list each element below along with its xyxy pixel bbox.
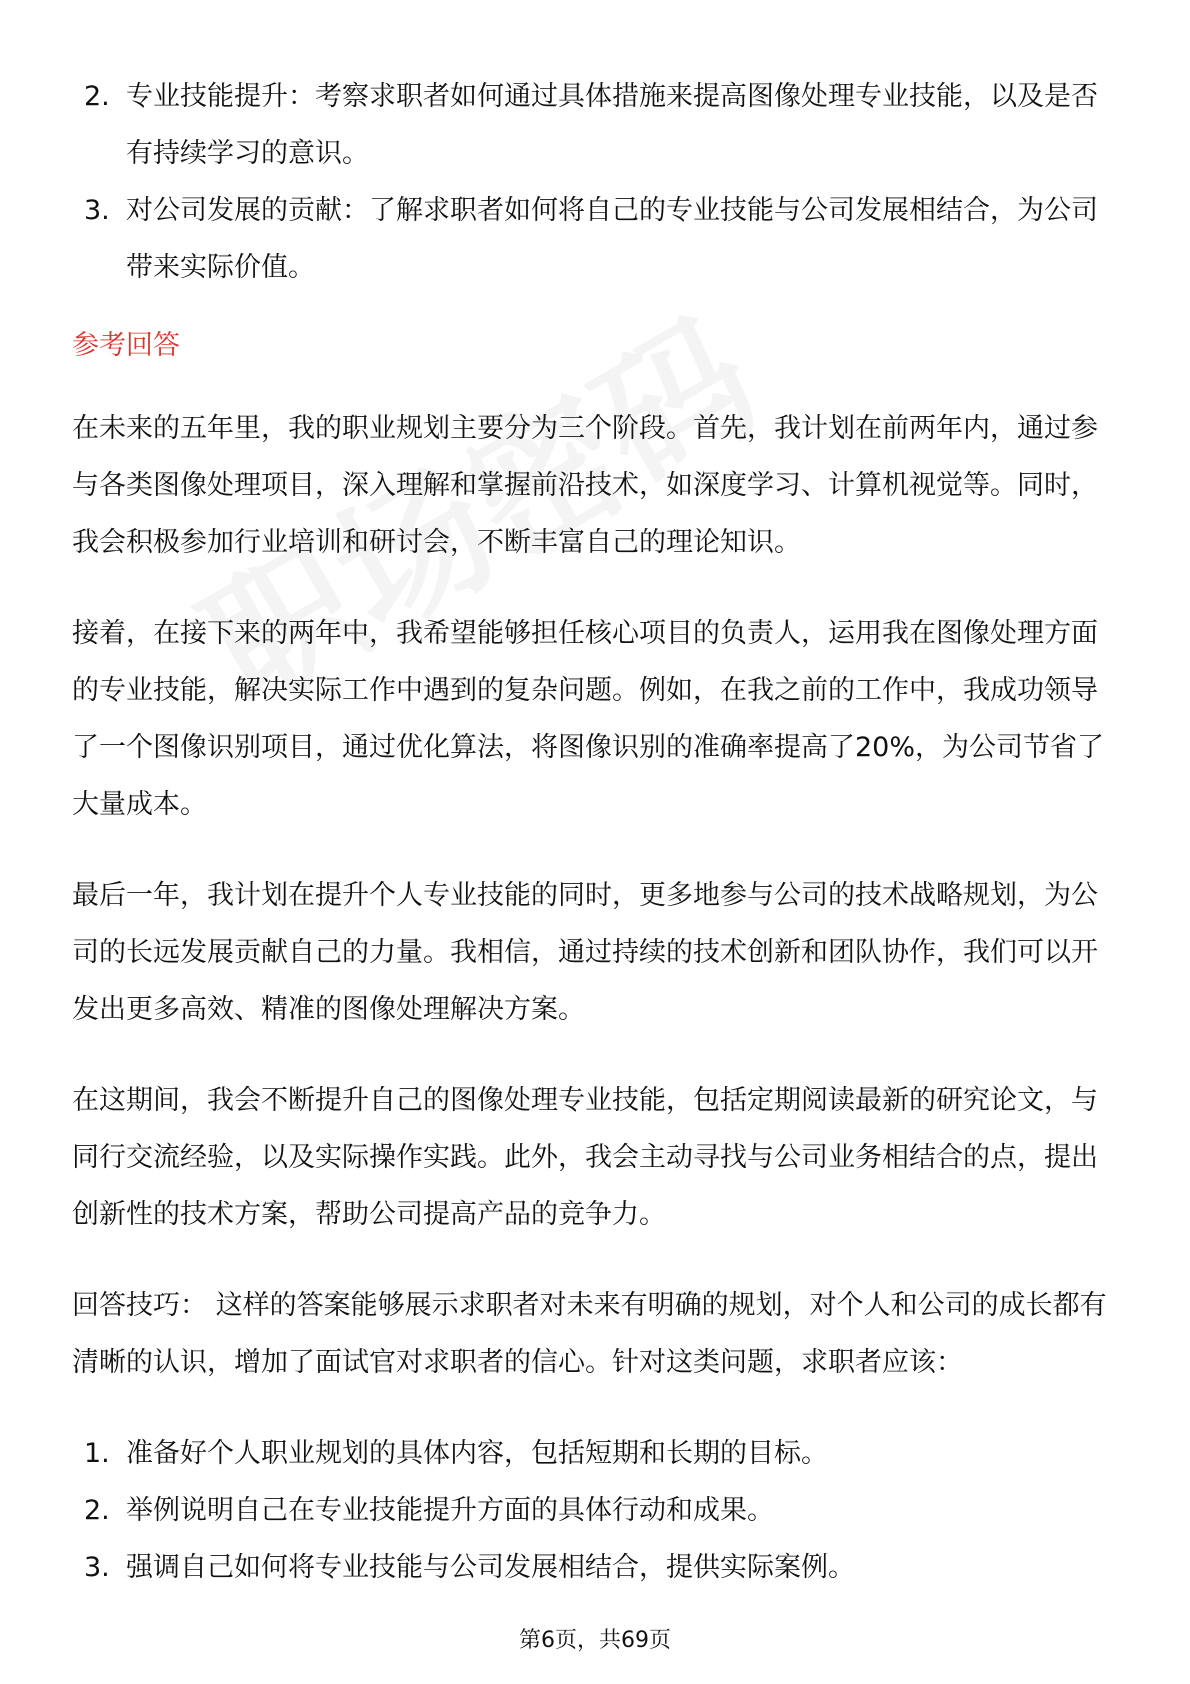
list-text: 举例说明自己在专业技能提升方面的具体行动和成果。 <box>126 1495 774 1526</box>
answer-paragraph: 在未来的五年里，我的职业规划主要分为三个阶段。首先，我计划在前两年内，通过参与各类图像处理项目，深入理解和掌握前沿技术，如深度学习、计算机视觉等。同时，我会积极参加行业培训和研讨会，不断丰富自己的理论知识。 <box>72 413 1098 558</box>
tips-paragraph: 回答技巧： 这样的答案能够展示求职者对未来有明确的规划，对个人和公司的成长都有清晰的认识，增加了面试官对求职者的信心。针对这类问题，求职者应该： <box>72 1290 1107 1378</box>
answer-paragraph: 接着，在接下来的两年中，我希望能够担任核心项目的负责人，运用我在图像处理方面的专业技能，解决实际工作中遇到的复杂问题。例如，在我之前的工作中，我成功领导了一个图像识别项目，通过优化算法，将图像识别的准确率提高了20%，为公司节省了大量成本。 <box>72 618 1105 820</box>
tips-list <box>72 1425 1122 1596</box>
answer-paragraph: 最后一年，我计划在提升个人专业技能的同时，更多地参与公司的技术战略规划，为公司的长远发展贡献自己的力量。我相信，通过持续的技术创新和团队协作，我们可以开发出更多高效、精准的图像处理解决方案。 <box>72 880 1098 1025</box>
list-item <box>72 1425 1122 1482</box>
list-item <box>72 182 1122 296</box>
list-number: 1. <box>84 1438 110 1469</box>
page-footer: 第6页，共69页 <box>519 1628 671 1653</box>
list-number: 3. <box>84 195 110 226</box>
section-title: 参考回答 <box>72 330 180 361</box>
list-item <box>72 1482 1122 1539</box>
list-text: 强调自己如何将专业技能与公司发展相结合，提供实际案例。 <box>126 1552 855 1583</box>
list-item <box>72 1539 1122 1596</box>
list-text: 准备好个人职业规划的具体内容，包括短期和长期的目标。 <box>126 1438 828 1469</box>
criteria-list <box>72 68 1122 296</box>
list-text: 专业技能提升：考察求职者如何通过具体措施来提高图像处理专业技能，以及是否有持续学习的意识。 <box>126 81 1098 169</box>
list-number: 3. <box>84 1552 110 1583</box>
answer-paragraph: 在这期间，我会不断提升自己的图像处理专业技能，包括定期阅读最新的研究论文，与同行交流经验，以及实际操作实践。此外，我会主动寻找与公司业务相结合的点，提出创新性的技术方案，帮助公司提高产品的竞争力。 <box>72 1085 1098 1230</box>
list-text: 对公司发展的贡献：了解求职者如何将自己的专业技能与公司发展相结合，为公司带来实际价值。 <box>126 195 1098 283</box>
page-content <box>72 68 1122 1596</box>
list-item <box>72 68 1122 182</box>
list-number: 2. <box>84 1495 110 1526</box>
list-number: 2. <box>84 81 110 112</box>
